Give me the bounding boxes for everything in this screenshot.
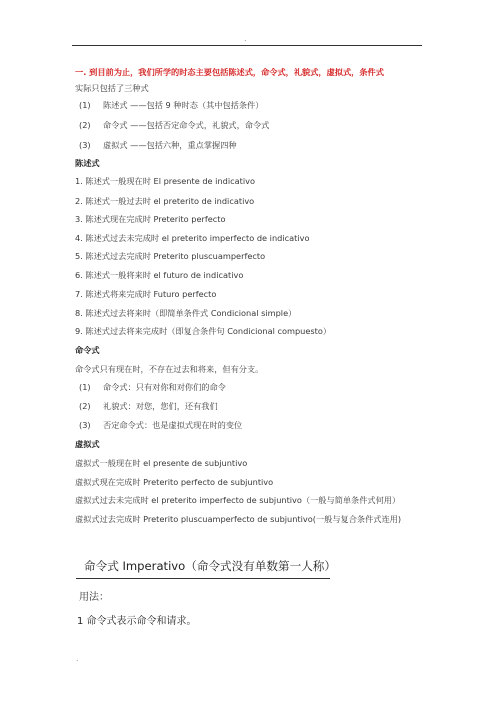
- indicativo-item: 1. 陈述式一般现在时 El presente de indicativo: [75, 176, 255, 186]
- imperativo-item-text: 否定命令式：也是虚拟式现在时的变位: [103, 420, 243, 430]
- indicativo-item: 5. 陈述式过去完成时 Preterito pluscuamperfecto: [75, 251, 266, 261]
- intro-item-text: 命令式 ——包括否定命令式，礼貌式，命令式: [103, 120, 270, 130]
- intro-note: 实际只包括了三种式: [75, 83, 149, 93]
- imperativo-heading: 命令式: [75, 345, 100, 355]
- indicativo-item: 6. 陈述式一般将来时 el futuro de indicativo: [75, 270, 244, 280]
- intro-item-text: 陈述式 ——包括 9 种时态（其中包括条件）: [103, 100, 264, 110]
- footer-dot: .: [76, 654, 79, 663]
- intro-item-num: (3): [79, 140, 91, 150]
- intro-item-num: (2): [79, 120, 91, 130]
- header-dot: .: [244, 34, 247, 43]
- subjuntivo-item: 虚拟式现在完成时 Preterito perfecto de subjuntivo: [75, 477, 274, 487]
- intro-item: [79, 100, 263, 111]
- section-title: [76, 558, 336, 576]
- indicativo-item: 2. 陈述式一般过去时 el preterito de indicativo: [75, 196, 255, 206]
- intro-item-text: 虚拟式 ——包括六种，重点掌握四种: [103, 140, 237, 150]
- imperativo-item: [79, 401, 218, 412]
- usage-label: 用法：: [79, 592, 109, 603]
- indicativo-item: 7. 陈述式将来完成时 Futuro perfecto: [75, 289, 217, 299]
- imperativo-item-text: 礼貌式：对您，您们，还有我们: [103, 401, 218, 411]
- imperativo-item-num: (1): [79, 382, 91, 392]
- header-rule: [72, 45, 422, 46]
- indicativo-heading: 陈述式: [75, 158, 100, 168]
- imperativo-item-num: (3): [79, 420, 91, 430]
- intro-title: 一. 到目前为止，我们所学的时态主要包括陈述式，命令式，礼貌式，虚拟式，条件式: [75, 67, 384, 77]
- subjuntivo-item: 虚拟式一般现在时 el presente de subjuntivo: [75, 458, 248, 468]
- intro-item: [79, 140, 237, 151]
- subjuntivo-heading: 虚拟式: [75, 439, 100, 449]
- section-title-text: 命令式 Imperativo（命令式没有单数第一人称）: [84, 559, 336, 573]
- imperativo-item-num: (2): [79, 401, 91, 411]
- intro-item-num: (1): [79, 100, 91, 110]
- section-title-underline: [76, 578, 330, 579]
- imperativo-item-text: 命令式：只有对你和对你们的命令: [103, 382, 226, 392]
- intro-item: [79, 120, 269, 131]
- indicativo-item: 4. 陈述式过去未完成时 el preterito imperfecto de indicativo: [75, 233, 310, 243]
- imperativo-item: [79, 382, 226, 393]
- indicativo-item: 8. 陈述式过去将来时（即简单条件式 Condicional simple）: [75, 308, 297, 318]
- subjuntivo-item: 虚拟式过去完成时 Preterito pluscuamperfecto de subjuntivo(一般与复合条件式连用): [75, 514, 402, 524]
- point-1: 1 命令式表示命令和请求。: [77, 616, 197, 627]
- indicativo-item: 9. 陈述式过去将来完成时（即复合条件句 Condicional compuesto）: [75, 326, 332, 336]
- imperativo-item: [79, 420, 242, 431]
- indicativo-item: 3. 陈述式现在完成时 Preterito perfecto: [75, 214, 226, 224]
- subjuntivo-item: 虚拟式过去未完成时 el preterito imperfecto de subjuntivo（一般与简单条件式何用）: [75, 495, 401, 505]
- imperativo-note: 命令式只有现在时，不存在过去和将来，但有分支。: [75, 364, 264, 374]
